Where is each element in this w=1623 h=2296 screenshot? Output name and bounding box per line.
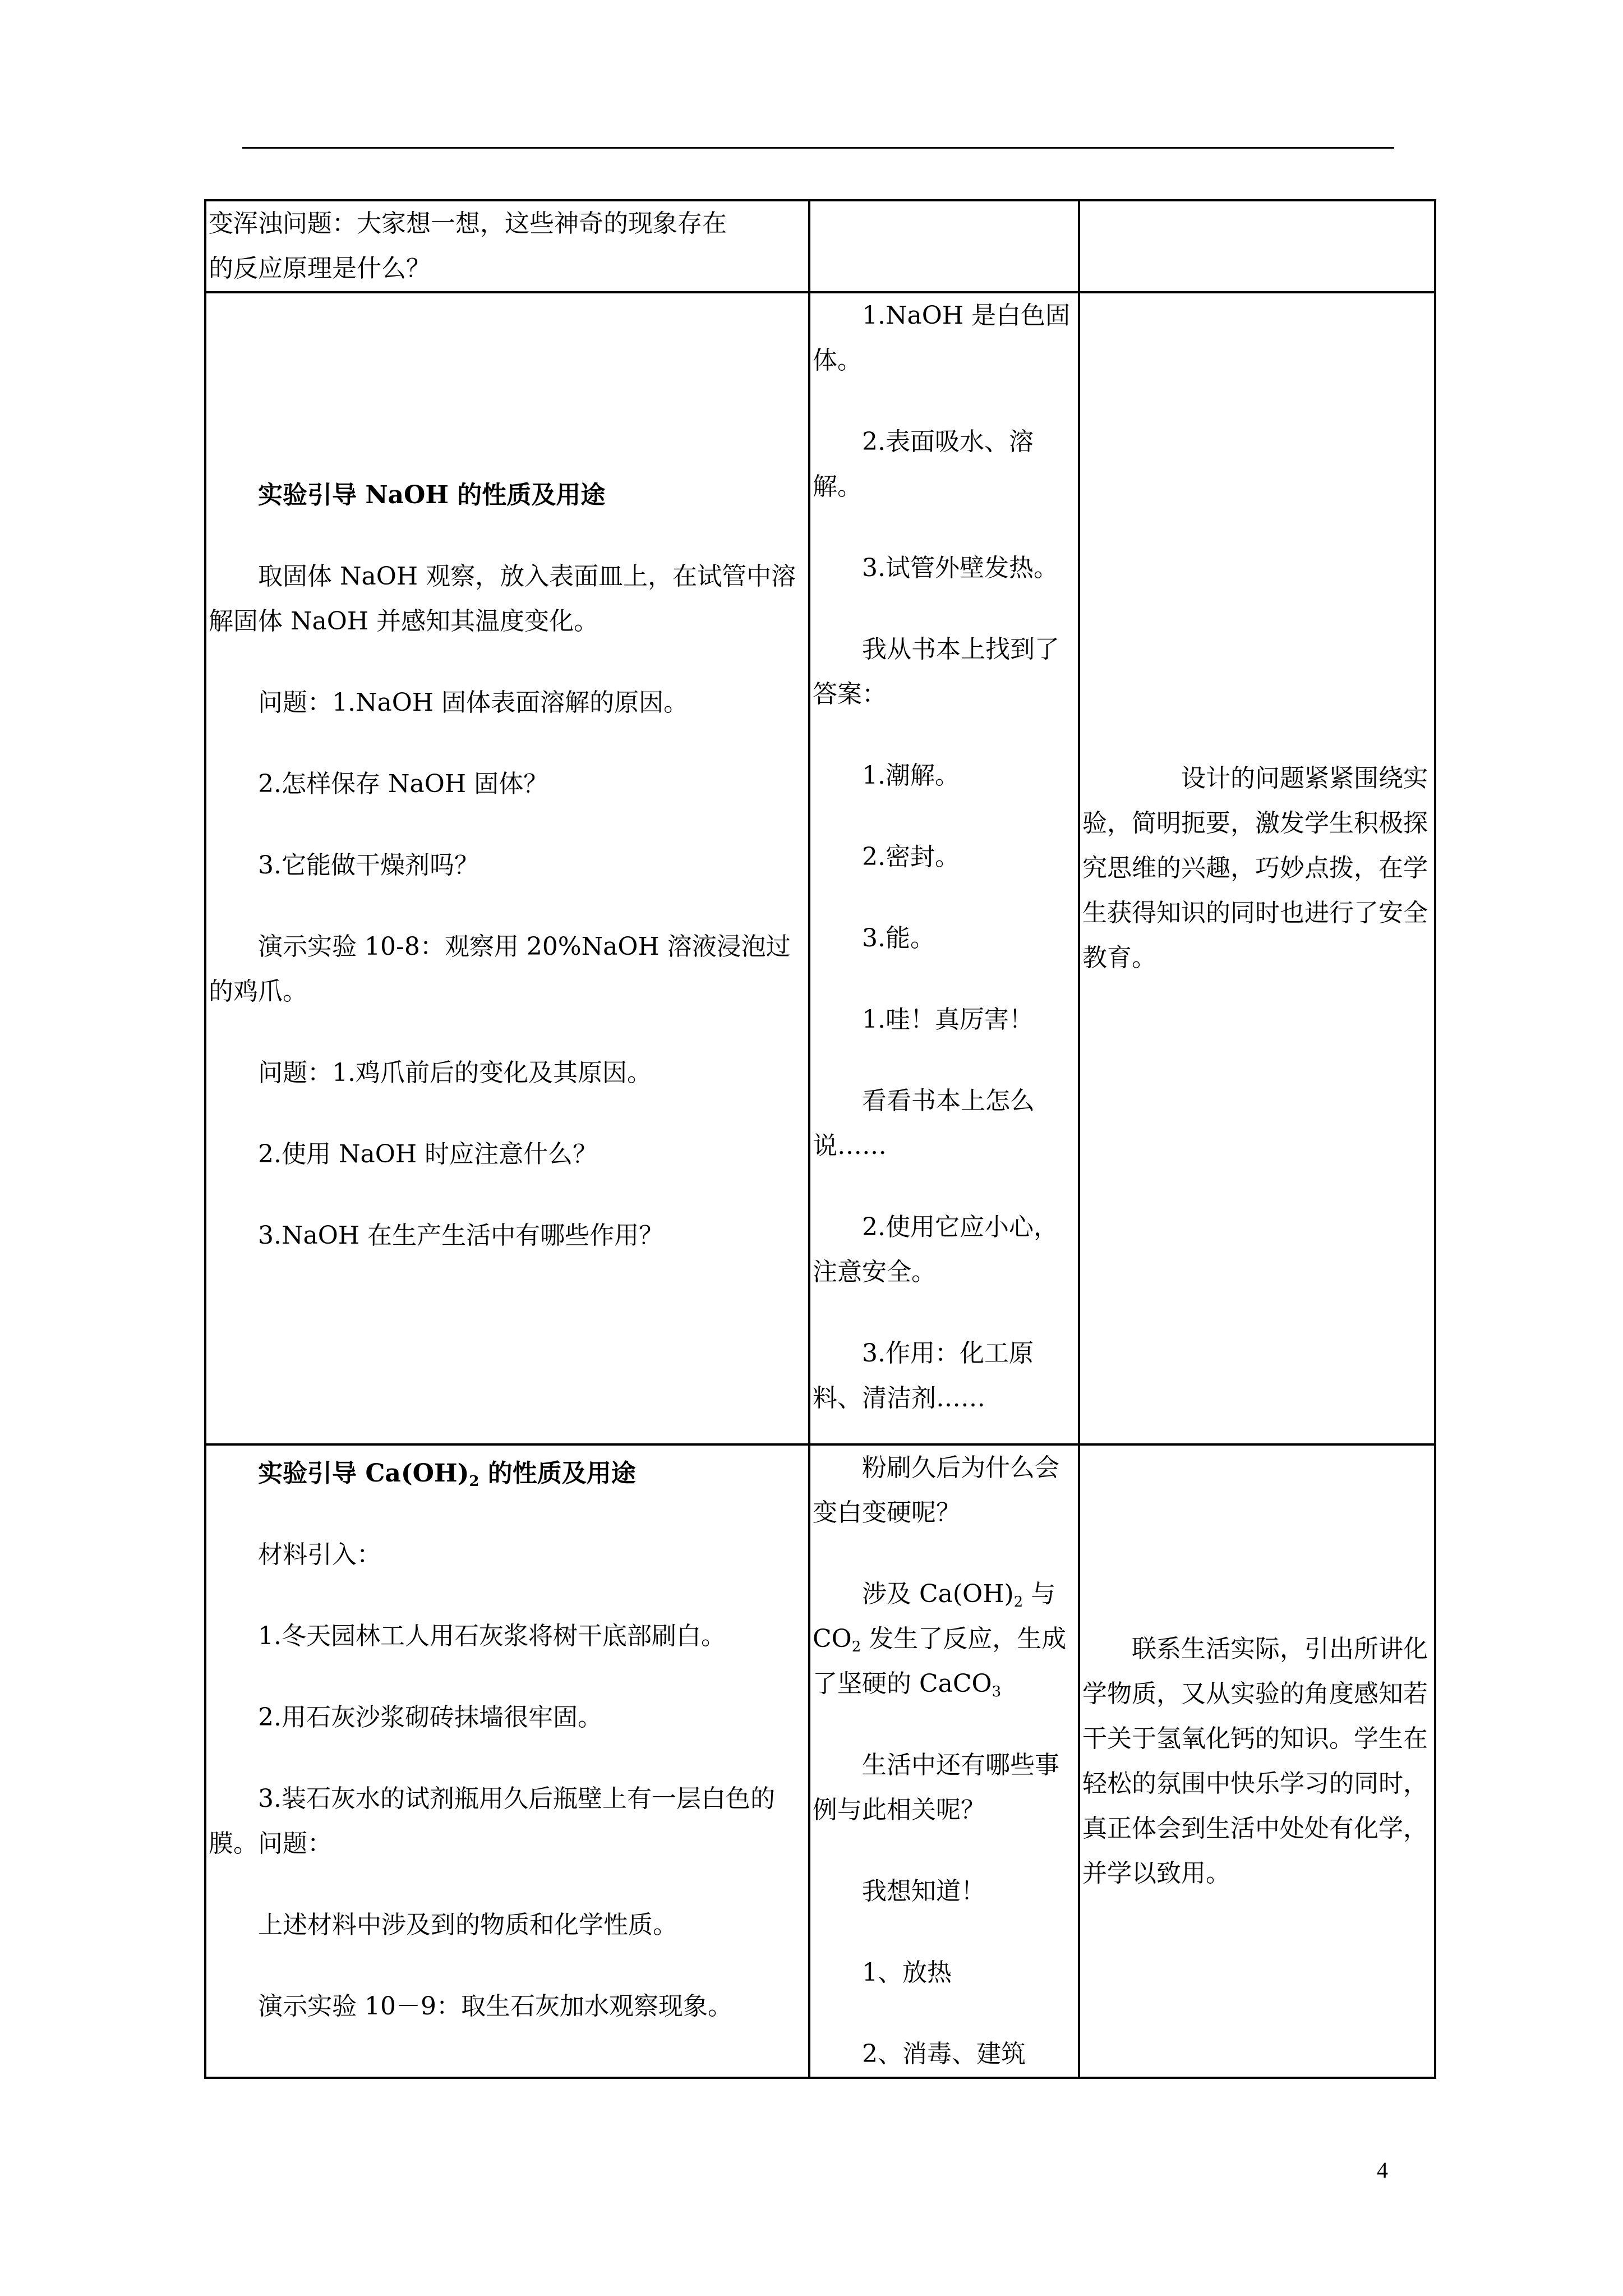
continued-text-line: 的反应原理是什么？ — [209, 254, 431, 283]
subscript: 2 — [469, 1473, 479, 1490]
subscript: 3 — [992, 1683, 1002, 1700]
student-response: 2.使用它应小心，注意安全。 — [813, 1213, 1058, 1286]
student-response-text: 与 CO — [813, 1580, 1056, 1653]
section-title-text: 的性质及用途 — [479, 1459, 636, 1488]
table-row — [205, 292, 1435, 1444]
design-intent-cell — [1079, 200, 1435, 292]
table-row — [205, 200, 1435, 292]
student-response — [813, 1572, 1076, 1706]
continued-text-line: 变浑浊问题：大家想一想，这些神奇的现象存在 — [209, 209, 727, 238]
student-response: 2.密封。 — [862, 843, 960, 871]
student-response: 2、消毒、建筑 — [862, 2040, 1026, 2068]
student-response-text: 涉及 Ca(OH) — [862, 1580, 1014, 1608]
demo-experiment: 演示实验 10－9：取生石灰加水观察现象。 — [258, 1992, 732, 2021]
question: 3.它能做干燥剂吗？ — [258, 851, 479, 880]
paragraph: 材料引入： — [258, 1540, 381, 1569]
design-intent-cell — [1079, 1444, 1435, 2078]
paragraph: 1.冬天园林工人用石灰浆将树干底部刷白。 — [258, 1622, 726, 1650]
question: 问题：1.鸡爪前后的变化及其原因。 — [258, 1059, 652, 1087]
question: 3.NaOH 在生产生活中有哪些作用？ — [258, 1221, 664, 1250]
student-response: 3.作用：化工原料、清洁剂…… — [813, 1339, 1034, 1412]
student-activity-cell — [809, 1444, 1079, 2078]
design-intent-text: 设计的问题紧紧围绕实验，简明扼要，激发学生积极探究思维的兴趣，巧妙点拨，在学生获得知识的同时也进行了安全教育。 — [1082, 764, 1428, 972]
paragraph: 取固体 NaOH 观察，放入表面皿上，在试管中溶解固体 NaOH 并感知其温度变化。 — [209, 562, 796, 636]
teacher-activity-cell — [205, 200, 809, 292]
student-activity-cell — [809, 292, 1079, 1444]
design-intent-text: 联系生活实际，引出所讲化学物质，又从实验的角度感知若干关于氢氧化钙的知识。学生在轻松的氛围中快乐学习的同时，真正体会到生活中处处有化学，并学以致用。 — [1082, 1634, 1428, 1888]
student-response: 看看书本上怎么说…… — [813, 1087, 1035, 1160]
demo-experiment: 演示实验 10-8：观察用 20%NaOH 溶液浸泡过的鸡爪。 — [209, 932, 791, 1006]
question: 问题：1.NaOH 固体表面溶解的原因。 — [258, 688, 689, 717]
student-response: 1、放热 — [862, 1958, 952, 1987]
student-response-text: 发生了反应，生成了坚硬的 CaCO — [813, 1625, 1067, 1698]
table-row — [205, 1444, 1435, 2078]
section-title — [209, 1451, 806, 1496]
student-response: 我想知道！ — [862, 1877, 985, 1906]
question: 2.使用 NaOH 时应注意什么？ — [258, 1140, 598, 1168]
student-activity-cell — [809, 200, 1079, 292]
section-title: 实验引导 NaOH 的性质及用途 — [258, 481, 606, 509]
subscript: 2 — [851, 1639, 861, 1655]
paragraph: 3.装石灰水的试剂瓶用久后瓶壁上有一层白色的膜。问题： — [209, 1784, 775, 1858]
subscript: 2 — [1013, 1594, 1023, 1611]
student-response: 1.NaOH 是白色固体。 — [813, 301, 1071, 375]
section-title-text: 实验引导 Ca(OH) — [258, 1459, 469, 1488]
student-response: 粉刷久后为什么会变白变硬呢？ — [813, 1453, 1059, 1527]
student-response: 生活中还有哪些事例与此相关呢？ — [813, 1751, 1059, 1824]
header-rule — [242, 147, 1394, 149]
design-intent-cell — [1079, 292, 1435, 1444]
student-response: 3.能。 — [862, 924, 935, 953]
question: 2.怎样保存 NaOH 固体？ — [258, 770, 548, 798]
student-response: 1.潮解。 — [862, 761, 960, 790]
teacher-activity-cell — [205, 292, 809, 1444]
lesson-plan-table — [204, 199, 1436, 2079]
student-response: 我从书本上找到了答案： — [813, 635, 1059, 708]
paragraph: 上述材料中涉及到的物质和化学性质。 — [258, 1911, 677, 1939]
teacher-activity-cell — [205, 1444, 809, 2078]
student-response: 2.表面吸水、溶解。 — [813, 427, 1034, 501]
student-response: 1.哇！真厉害！ — [862, 1005, 1034, 1034]
student-response: 3.试管外壁发热。 — [862, 554, 1058, 582]
page-number: 4 — [1377, 2157, 1388, 2183]
paragraph: 2.用石灰沙浆砌砖抹墙很牢固。 — [258, 1703, 602, 1732]
